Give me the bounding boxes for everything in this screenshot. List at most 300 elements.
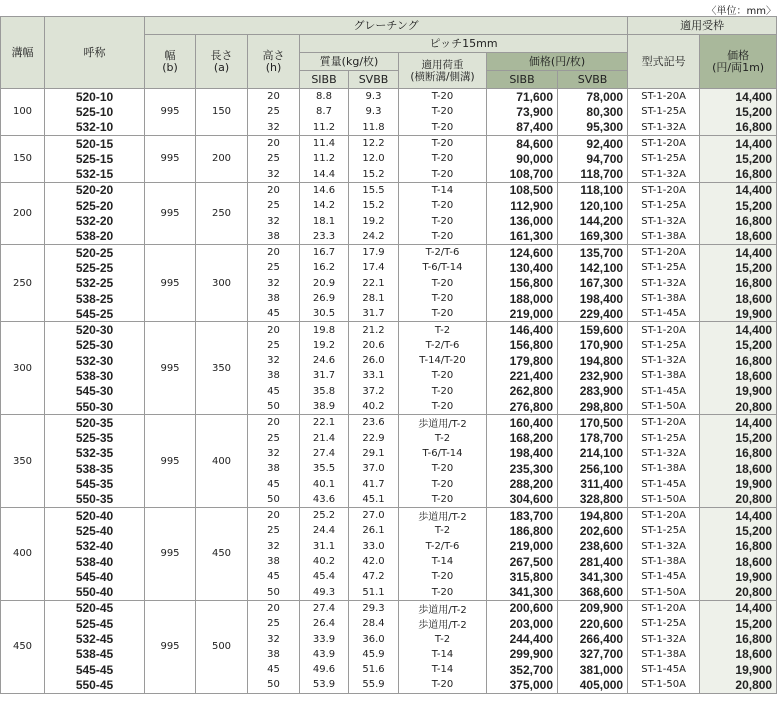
price-sibb-cell: 84,600 (487, 135, 558, 151)
mass-svbb-cell: 47.2 (349, 569, 399, 584)
height-cell: 45 (248, 569, 300, 584)
receiver-model-cell: ST-1-25A (628, 616, 700, 631)
length-a-cell: 350 (196, 322, 248, 415)
height-cell: 38 (248, 229, 300, 245)
price-sibb-cell: 136,000 (487, 213, 558, 228)
table-row (1, 244, 777, 260)
receiver-model-cell: ST-1-45A (628, 306, 700, 322)
product-code-cell: 532-15 (45, 166, 145, 182)
product-code-cell: 545-30 (45, 384, 145, 399)
mass-sibb-cell: 43.9 (300, 647, 349, 662)
height-cell: 38 (248, 368, 300, 383)
groove-width-cell: 450 (1, 600, 45, 693)
price-svbb-cell: 202,600 (558, 523, 628, 538)
table-header (1, 17, 777, 89)
height-cell: 20 (248, 135, 300, 151)
receiver-model-cell: ST-1-50A (628, 399, 700, 415)
price-sibb-cell: 160,400 (487, 415, 558, 431)
receiver-price-cell: 14,400 (700, 244, 777, 260)
height-cell: 32 (248, 353, 300, 368)
receiver-price-cell: 19,900 (700, 306, 777, 322)
length-a-cell: 150 (196, 89, 248, 136)
mass-svbb-cell: 20.6 (349, 338, 399, 353)
receiver-price-cell: 15,200 (700, 616, 777, 631)
mass-sibb-cell: 18.1 (300, 213, 349, 228)
table-row (1, 415, 777, 431)
mass-sibb-cell: 43.6 (300, 492, 349, 508)
mass-svbb-cell: 15.5 (349, 182, 399, 198)
price-svbb-cell: 170,900 (558, 338, 628, 353)
mass-svbb-cell: 37.0 (349, 461, 399, 476)
table-row (1, 677, 777, 693)
price-sibb-cell: 262,800 (487, 384, 558, 399)
price-svbb-cell: 170,500 (558, 415, 628, 431)
width-b-cell: 995 (145, 322, 196, 415)
receiver-price-cell: 15,200 (700, 338, 777, 353)
height-cell: 38 (248, 554, 300, 569)
height-cell: 32 (248, 276, 300, 291)
load-cell: T-20 (399, 151, 487, 166)
receiver-model-cell: ST-1-50A (628, 585, 700, 601)
table-body (1, 89, 777, 694)
load-cell: 歩道用/T-2 (399, 600, 487, 616)
table-row (1, 166, 777, 182)
product-code-cell: 538-35 (45, 461, 145, 476)
mass-sibb-cell: 31.7 (300, 368, 349, 383)
receiver-price-cell: 14,400 (700, 135, 777, 151)
product-code-cell: 545-25 (45, 306, 145, 322)
price-sibb-cell: 108,700 (487, 166, 558, 182)
mass-sibb-cell: 16.7 (300, 244, 349, 260)
header-grating: グレーチング (145, 17, 628, 35)
table-row (1, 554, 777, 569)
unit-note: 〈単位：mm〉 (706, 6, 776, 17)
mass-sibb-cell: 11.4 (300, 135, 349, 151)
header-model: 型式記号 (628, 35, 700, 89)
groove-width-cell: 400 (1, 508, 45, 601)
mass-sibb-cell: 14.2 (300, 198, 349, 213)
height-cell: 25 (248, 338, 300, 353)
height-cell: 32 (248, 631, 300, 646)
header-nagasa: 長さ (a) (196, 35, 248, 89)
load-cell: T-20 (399, 120, 487, 136)
product-code-cell: 525-30 (45, 338, 145, 353)
mass-sibb-cell: 40.1 (300, 476, 349, 491)
table-row (1, 631, 777, 646)
price-sibb-cell: 130,400 (487, 260, 558, 275)
price-svbb-cell: 144,200 (558, 213, 628, 228)
receiver-model-cell: ST-1-25A (628, 104, 700, 119)
mass-svbb-cell: 36.0 (349, 631, 399, 646)
width-b-cell: 995 (145, 508, 196, 601)
price-sibb-cell: 219,000 (487, 306, 558, 322)
receiver-model-cell: ST-1-45A (628, 476, 700, 491)
receiver-price-cell: 19,900 (700, 569, 777, 584)
header-price-sibb: SIBB (487, 71, 558, 89)
mass-svbb-cell: 22.1 (349, 276, 399, 291)
table-row (1, 229, 777, 245)
load-cell: T-20 (399, 229, 487, 245)
receiver-price-cell: 18,600 (700, 647, 777, 662)
load-cell: T-6/T-14 (399, 446, 487, 461)
price-svbb-cell: 341,300 (558, 569, 628, 584)
mass-svbb-cell: 12.2 (349, 135, 399, 151)
table-row (1, 353, 777, 368)
header-mizohaba: 溝幅 (1, 17, 45, 89)
mass-svbb-cell: 11.8 (349, 120, 399, 136)
table-row (1, 120, 777, 136)
price-sibb-cell: 200,600 (487, 600, 558, 616)
receiver-price-cell: 19,900 (700, 384, 777, 399)
table-row (1, 431, 777, 446)
mass-svbb-cell: 51.6 (349, 662, 399, 677)
receiver-price-cell: 15,200 (700, 523, 777, 538)
receiver-model-cell: ST-1-32A (628, 120, 700, 136)
load-cell: T-20 (399, 384, 487, 399)
receiver-model-cell: ST-1-50A (628, 677, 700, 693)
mass-sibb-cell: 35.8 (300, 384, 349, 399)
mass-svbb-cell: 45.1 (349, 492, 399, 508)
product-code-cell: 532-20 (45, 213, 145, 228)
table-row (1, 213, 777, 228)
load-cell: T-20 (399, 585, 487, 601)
load-cell: T-14/T-20 (399, 353, 487, 368)
receiver-model-cell: ST-1-25A (628, 151, 700, 166)
table-row (1, 135, 777, 151)
height-cell: 25 (248, 616, 300, 631)
product-code-cell: 550-30 (45, 399, 145, 415)
mass-svbb-cell: 19.2 (349, 213, 399, 228)
mass-sibb-cell: 8.8 (300, 89, 349, 105)
table-row (1, 384, 777, 399)
receiver-model-cell: ST-1-20A (628, 322, 700, 338)
price-sibb-cell: 235,300 (487, 461, 558, 476)
mass-svbb-cell: 51.1 (349, 585, 399, 601)
price-svbb-cell: 198,400 (558, 291, 628, 306)
length-a-cell: 200 (196, 135, 248, 182)
height-cell: 25 (248, 104, 300, 119)
price-svbb-cell: 142,100 (558, 260, 628, 275)
product-code-cell: 520-25 (45, 244, 145, 260)
table-row (1, 104, 777, 119)
mass-svbb-cell: 29.3 (349, 600, 399, 616)
height-cell: 45 (248, 662, 300, 677)
receiver-model-cell: ST-1-32A (628, 446, 700, 461)
price-svbb-cell: 405,000 (558, 677, 628, 693)
receiver-price-cell: 18,600 (700, 291, 777, 306)
price-svbb-cell: 95,300 (558, 120, 628, 136)
table-row (1, 291, 777, 306)
receiver-price-cell: 14,400 (700, 89, 777, 105)
product-code-cell: 525-40 (45, 523, 145, 538)
mass-sibb-cell: 14.6 (300, 182, 349, 198)
price-sibb-cell: 288,200 (487, 476, 558, 491)
product-code-cell: 525-10 (45, 104, 145, 119)
receiver-price-cell: 20,800 (700, 677, 777, 693)
height-cell: 25 (248, 431, 300, 446)
table-row (1, 476, 777, 491)
load-cell: T-20 (399, 461, 487, 476)
header-mass-sibb: SIBB (300, 71, 349, 89)
height-cell: 50 (248, 492, 300, 508)
product-code-cell: 545-45 (45, 662, 145, 677)
mass-sibb-cell: 24.4 (300, 523, 349, 538)
load-cell: 歩道用/T-2 (399, 508, 487, 524)
price-table (0, 16, 777, 694)
mass-sibb-cell: 24.6 (300, 353, 349, 368)
mass-svbb-cell: 12.0 (349, 151, 399, 166)
price-sibb-cell: 304,600 (487, 492, 558, 508)
receiver-price-cell: 20,800 (700, 399, 777, 415)
product-code-cell: 538-30 (45, 368, 145, 383)
price-sibb-cell: 161,300 (487, 229, 558, 245)
mass-sibb-cell: 26.4 (300, 616, 349, 631)
table-row (1, 523, 777, 538)
table-row (1, 446, 777, 461)
mass-svbb-cell: 28.4 (349, 616, 399, 631)
price-svbb-cell: 214,100 (558, 446, 628, 461)
price-svbb-cell: 229,400 (558, 306, 628, 322)
price-sibb-cell: 112,900 (487, 198, 558, 213)
width-b-cell: 995 (145, 89, 196, 136)
receiver-price-cell: 18,600 (700, 229, 777, 245)
receiver-model-cell: ST-1-25A (628, 338, 700, 353)
mass-sibb-cell: 23.3 (300, 229, 349, 245)
table-row (1, 89, 777, 105)
product-code-cell: 545-35 (45, 476, 145, 491)
mass-svbb-cell: 17.4 (349, 260, 399, 275)
height-cell: 20 (248, 182, 300, 198)
product-code-cell: 525-15 (45, 151, 145, 166)
table-row (1, 569, 777, 584)
table-row (1, 198, 777, 213)
mass-svbb-cell: 9.3 (349, 89, 399, 105)
load-cell: T-2 (399, 322, 487, 338)
table-row (1, 616, 777, 631)
height-cell: 32 (248, 166, 300, 182)
price-svbb-cell: 381,000 (558, 662, 628, 677)
price-svbb-cell: 266,400 (558, 631, 628, 646)
receiver-price-cell: 14,400 (700, 600, 777, 616)
mass-sibb-cell: 16.2 (300, 260, 349, 275)
price-sibb-cell: 221,400 (487, 368, 558, 383)
height-cell: 20 (248, 89, 300, 105)
price-svbb-cell: 232,900 (558, 368, 628, 383)
price-svbb-cell: 238,600 (558, 539, 628, 554)
load-cell: T-2 (399, 523, 487, 538)
table-row (1, 338, 777, 353)
price-sibb-cell: 244,400 (487, 631, 558, 646)
load-cell: T-14 (399, 647, 487, 662)
price-sibb-cell: 156,800 (487, 338, 558, 353)
price-svbb-cell: 327,700 (558, 647, 628, 662)
receiver-model-cell: ST-1-38A (628, 368, 700, 383)
load-cell: T-2/T-6 (399, 244, 487, 260)
product-code-cell: 532-30 (45, 353, 145, 368)
receiver-model-cell: ST-1-20A (628, 415, 700, 431)
receiver-model-cell: ST-1-32A (628, 166, 700, 182)
price-svbb-cell: 94,700 (558, 151, 628, 166)
mass-sibb-cell: 40.2 (300, 554, 349, 569)
mass-sibb-cell: 45.4 (300, 569, 349, 584)
price-svbb-cell: 178,700 (558, 431, 628, 446)
load-cell: T-20 (399, 569, 487, 584)
height-cell: 25 (248, 523, 300, 538)
height-cell: 20 (248, 322, 300, 338)
price-sibb-cell: 179,800 (487, 353, 558, 368)
receiver-model-cell: ST-1-20A (628, 244, 700, 260)
height-cell: 25 (248, 151, 300, 166)
table-row (1, 585, 777, 601)
mass-svbb-cell: 42.0 (349, 554, 399, 569)
product-code-cell: 532-35 (45, 446, 145, 461)
receiver-model-cell: ST-1-32A (628, 539, 700, 554)
price-svbb-cell: 298,800 (558, 399, 628, 415)
price-svbb-cell: 80,300 (558, 104, 628, 119)
receiver-price-cell: 16,800 (700, 446, 777, 461)
mass-svbb-cell: 28.1 (349, 291, 399, 306)
height-cell: 45 (248, 476, 300, 491)
length-a-cell: 300 (196, 244, 248, 321)
width-b-cell: 995 (145, 244, 196, 321)
receiver-model-cell: ST-1-20A (628, 89, 700, 105)
mass-sibb-cell: 19.2 (300, 338, 349, 353)
mass-svbb-cell: 22.9 (349, 431, 399, 446)
mass-sibb-cell: 27.4 (300, 600, 349, 616)
header-receiver-price: 価格 (円/両1m) (700, 35, 777, 89)
table-row (1, 306, 777, 322)
product-code-cell: 525-20 (45, 198, 145, 213)
mass-sibb-cell: 31.1 (300, 539, 349, 554)
product-code-cell: 538-45 (45, 647, 145, 662)
load-cell: T-20 (399, 677, 487, 693)
price-sibb-cell: 352,700 (487, 662, 558, 677)
receiver-model-cell: ST-1-50A (628, 492, 700, 508)
mass-svbb-cell: 24.2 (349, 229, 399, 245)
mass-svbb-cell: 40.2 (349, 399, 399, 415)
receiver-price-cell: 15,200 (700, 151, 777, 166)
price-sibb-cell: 90,000 (487, 151, 558, 166)
mass-sibb-cell: 30.5 (300, 306, 349, 322)
mass-sibb-cell: 49.6 (300, 662, 349, 677)
product-code-cell: 520-30 (45, 322, 145, 338)
mass-svbb-cell: 29.1 (349, 446, 399, 461)
product-code-cell: 550-35 (45, 492, 145, 508)
product-code-cell: 538-20 (45, 229, 145, 245)
mass-svbb-cell: 45.9 (349, 647, 399, 662)
price-svbb-cell: 135,700 (558, 244, 628, 260)
table-row (1, 260, 777, 275)
header-load: 適用荷重 (横断溝/側溝) (399, 53, 487, 89)
load-cell: T-14 (399, 182, 487, 198)
receiver-price-cell: 16,800 (700, 631, 777, 646)
mass-svbb-cell: 26.0 (349, 353, 399, 368)
receiver-price-cell: 16,800 (700, 120, 777, 136)
product-code-cell: 532-10 (45, 120, 145, 136)
mass-sibb-cell: 11.2 (300, 120, 349, 136)
load-cell: T-20 (399, 492, 487, 508)
price-svbb-cell: 78,000 (558, 89, 628, 105)
height-cell: 20 (248, 244, 300, 260)
mass-svbb-cell: 21.2 (349, 322, 399, 338)
height-cell: 38 (248, 647, 300, 662)
load-cell: T-20 (399, 306, 487, 322)
receiver-model-cell: ST-1-25A (628, 260, 700, 275)
product-code-cell: 545-40 (45, 569, 145, 584)
table-row (1, 399, 777, 415)
load-cell: T-2/T-6 (399, 338, 487, 353)
receiver-price-cell: 18,600 (700, 554, 777, 569)
receiver-model-cell: ST-1-32A (628, 353, 700, 368)
load-cell: T-20 (399, 476, 487, 491)
receiver-price-cell: 15,200 (700, 431, 777, 446)
width-b-cell: 995 (145, 135, 196, 182)
product-code-cell: 520-20 (45, 182, 145, 198)
load-cell: T-20 (399, 89, 487, 105)
mass-sibb-cell: 35.5 (300, 461, 349, 476)
price-svbb-cell: 194,800 (558, 508, 628, 524)
mass-sibb-cell: 33.9 (300, 631, 349, 646)
receiver-price-cell: 16,800 (700, 539, 777, 554)
table-row (1, 600, 777, 616)
width-b-cell: 995 (145, 415, 196, 508)
product-code-cell: 520-10 (45, 89, 145, 105)
product-code-cell: 550-45 (45, 677, 145, 693)
receiver-model-cell: ST-1-32A (628, 213, 700, 228)
receiver-model-cell: ST-1-45A (628, 384, 700, 399)
receiver-price-cell: 19,900 (700, 476, 777, 491)
receiver-model-cell: ST-1-38A (628, 647, 700, 662)
price-sibb-cell: 267,500 (487, 554, 558, 569)
product-code-cell: 520-15 (45, 135, 145, 151)
receiver-price-cell: 18,600 (700, 368, 777, 383)
receiver-price-cell: 14,400 (700, 415, 777, 431)
receiver-model-cell: ST-1-32A (628, 631, 700, 646)
table-row (1, 539, 777, 554)
groove-width-cell: 250 (1, 244, 45, 321)
length-a-cell: 400 (196, 415, 248, 508)
receiver-price-cell: 14,400 (700, 182, 777, 198)
table-row (1, 461, 777, 476)
price-sibb-cell: 71,600 (487, 89, 558, 105)
price-svbb-cell: 118,100 (558, 182, 628, 198)
mass-sibb-cell: 19.8 (300, 322, 349, 338)
product-code-cell: 532-40 (45, 539, 145, 554)
height-cell: 50 (248, 399, 300, 415)
mass-sibb-cell: 53.9 (300, 677, 349, 693)
mass-sibb-cell: 20.9 (300, 276, 349, 291)
groove-width-cell: 300 (1, 322, 45, 415)
receiver-model-cell: ST-1-38A (628, 229, 700, 245)
load-cell: T-2 (399, 431, 487, 446)
height-cell: 38 (248, 291, 300, 306)
mass-svbb-cell: 33.0 (349, 539, 399, 554)
table-row (1, 322, 777, 338)
load-cell: T-20 (399, 166, 487, 182)
height-cell: 45 (248, 306, 300, 322)
receiver-model-cell: ST-1-38A (628, 461, 700, 476)
header-price: 価格(円/枚) (487, 53, 628, 71)
receiver-model-cell: ST-1-38A (628, 554, 700, 569)
mass-svbb-cell: 31.7 (349, 306, 399, 322)
table-row (1, 182, 777, 198)
mass-svbb-cell: 26.1 (349, 523, 399, 538)
height-cell: 25 (248, 260, 300, 275)
mass-sibb-cell: 8.7 (300, 104, 349, 119)
price-sibb-cell: 108,500 (487, 182, 558, 198)
height-cell: 50 (248, 677, 300, 693)
price-svbb-cell: 281,400 (558, 554, 628, 569)
